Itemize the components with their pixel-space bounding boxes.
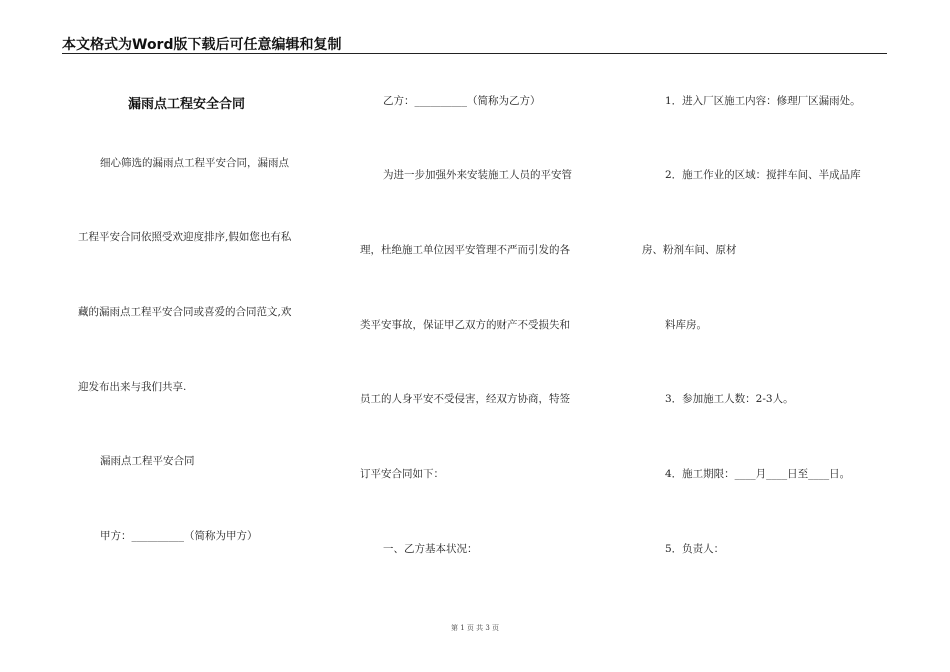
- text-line: 料库房。: [665, 319, 707, 331]
- header-title: 本文格式为Word版下载后可任意编辑和复制: [62, 37, 342, 53]
- text-line: 5．负责人：: [665, 543, 725, 555]
- text-line: 藏的漏雨点工程平安合同或喜爱的合同范文,欢: [78, 306, 292, 318]
- text-line: 理，杜绝施工单位因平安管理不严而引发的各: [360, 244, 570, 256]
- text-line: 员工的人身平安不受侵害，经双方协商，特签: [360, 393, 570, 405]
- text-line: 细心筛选的漏雨点工程平安合同，漏雨点: [100, 157, 289, 169]
- page-footer: 第 1 页 共 3 页: [450, 624, 500, 632]
- text-line: 2．施工作业的区域：搅拌车间、半成品库: [665, 169, 861, 181]
- text-line: 工程平安合同依照受欢迎度排序,假如您也有私: [78, 231, 292, 243]
- section-heading: 一、乙方基本状况：: [383, 543, 478, 555]
- page-header: [62, 36, 887, 54]
- text-line: 为进一步加强外来安装施工人员的平安管: [383, 169, 572, 181]
- text-line: 房、粉剂车间、原材: [642, 244, 737, 256]
- text-line: 4．施工期限：____月____日至____日。: [665, 468, 851, 480]
- text-line: 订平安合同如下：: [360, 468, 444, 480]
- text-line: 甲方：__________（简称为甲方）: [100, 530, 258, 542]
- text-line: 迎发布出来与我们共享.: [78, 381, 187, 393]
- text-line: 3．参加施工人数：2-3人。: [665, 393, 794, 405]
- text-line: 乙方：__________（简称为乙方）: [383, 95, 541, 107]
- document-title: 漏雨点工程安全合同: [128, 97, 246, 112]
- text-line: 漏雨点工程平安合同: [100, 455, 195, 467]
- text-line: 类平安事故，保证甲乙双方的财产不受损失和: [360, 319, 570, 331]
- text-line: 1．进入厂区施工内容：修理厂区漏雨处。: [665, 95, 861, 107]
